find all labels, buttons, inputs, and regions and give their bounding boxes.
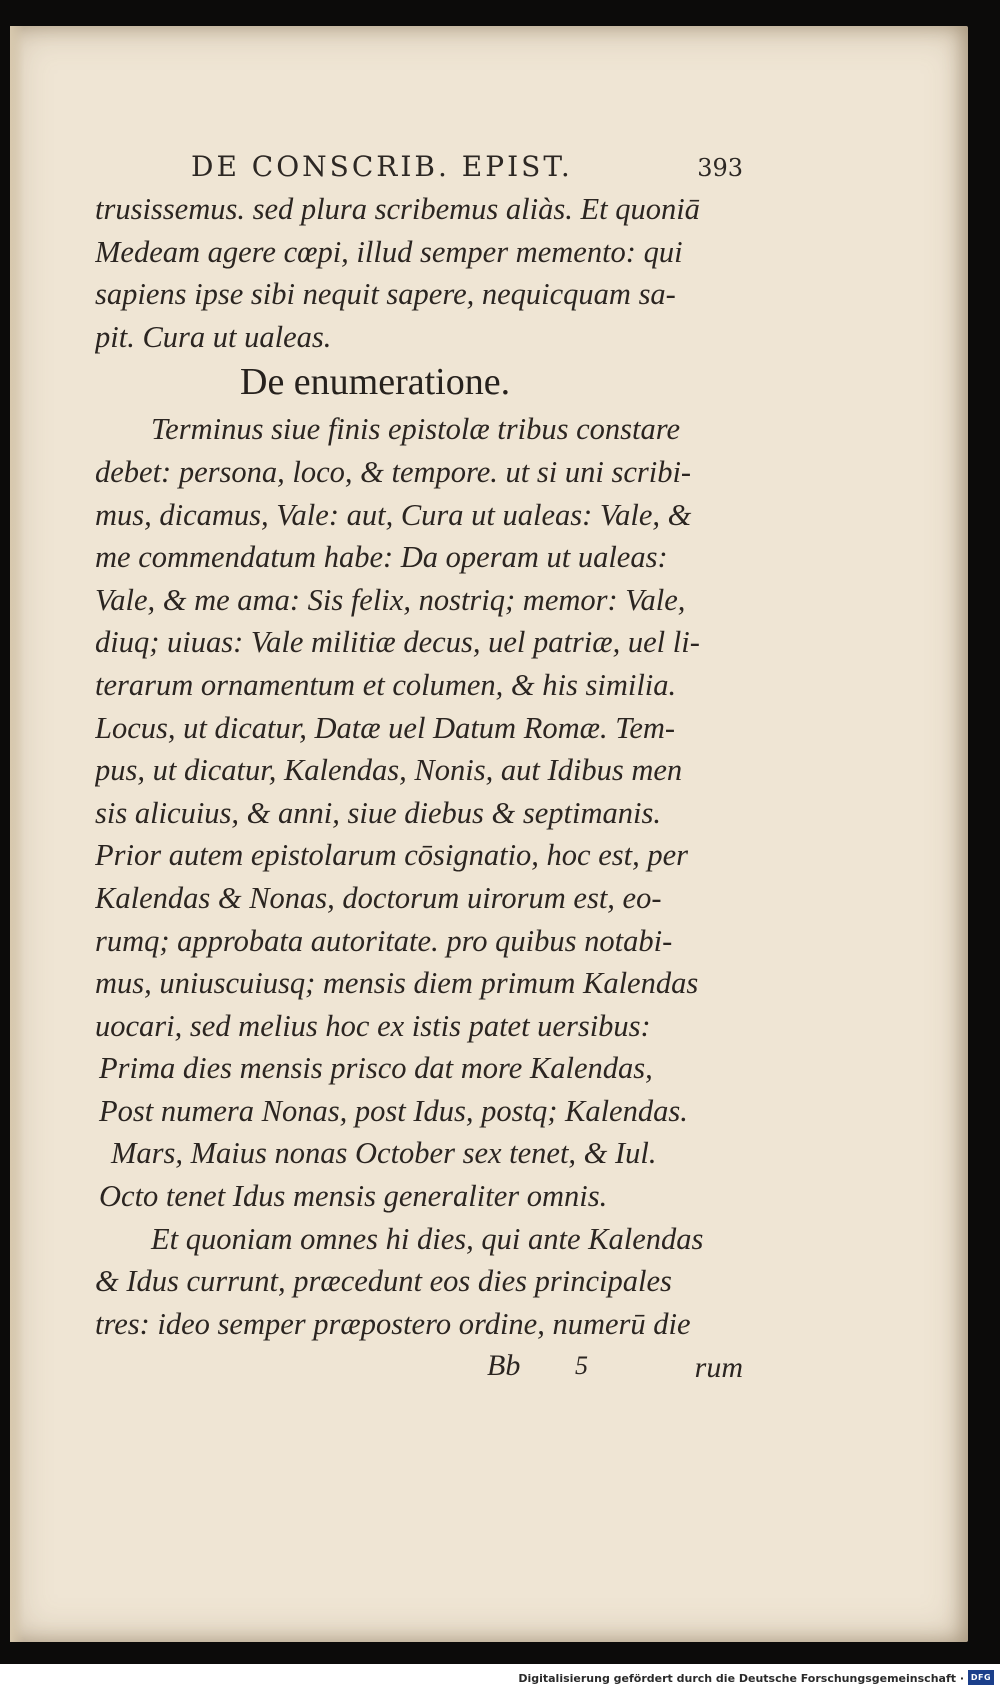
text-line: tres: ideo semper præpostero ordine, numerū die: [95, 1306, 691, 1341]
text-line: pit. Cura ut ualeas.: [95, 319, 332, 354]
footer-credit: Digitalisierung gefördert durch die Deutsche Forschungsgemeinschaft ·: [518, 1672, 964, 1685]
digitization-footer: [0, 1664, 1000, 1694]
signature-mark: Bb: [487, 1349, 521, 1383]
text-line: sis alicuius, & anni, siue diebus & septimanis.: [95, 795, 661, 830]
text-line: pus, ut dicatur, Kalendas, Nonis, aut Idibus men: [95, 753, 683, 788]
text-line: Medeam agere cœpi, illud semper memento: qui: [95, 234, 683, 269]
running-head: [95, 144, 743, 188]
catchword: rum: [694, 1351, 743, 1385]
running-title: DE CONSCRIB. EPIST.: [191, 150, 573, 183]
text-line: mus, dicamus, Vale: aut, Cura ut ualeas: Vale, &: [95, 497, 692, 532]
text-line: & Idus currunt, præcedunt eos dies principales: [95, 1264, 672, 1299]
text-line: me commendatum habe: Da operam ut ualeas:: [95, 540, 668, 575]
text-line: Terminus siue finis epistolæ tribus constare: [151, 412, 680, 447]
signature-line: [95, 1345, 743, 1391]
text-line: Locus, ut dicatur, Datæ uel Datum Romæ. Tem-: [95, 710, 676, 745]
dfg-logo-icon: DFG: [968, 1670, 994, 1685]
text-line: Vale, & me ama: Sis felix, nostriq; memor: Vale,: [95, 582, 686, 617]
text-line: trusissemus. sed plura scribemus aliàs. Et quoniā: [95, 192, 700, 226]
signature-number: 5: [575, 1351, 588, 1381]
text-line: Et quoniam omnes hi dies, qui ante Kalendas: [151, 1221, 704, 1256]
verse-line: Octo tenet Idus mensis generaliter omnis.: [99, 1179, 608, 1214]
book-page: [10, 26, 968, 1642]
text-line: debet: persona, loco, & tempore. ut si uni scribi-: [95, 454, 692, 489]
text-line: diuq; uiuas: Vale militiæ decus, uel patriæ, uel li-: [95, 625, 700, 660]
text-line: mus, uniuscuiusq; mensis diem primum Kalendas: [95, 966, 699, 1001]
text-line: Prior autem epistolarum cōsignatio, hoc est, per: [95, 838, 689, 873]
verse-line: Post numera Nonas, post Idus, postq; Kalendas.: [99, 1093, 688, 1128]
text-line: terarum ornamentum et columen, & his similia.: [95, 667, 677, 702]
text-line: rumq; approbata autoritate. pro quibus notabi-: [95, 923, 673, 958]
verse-line: Prima dies mensis prisco dat more Kalendas,: [99, 1051, 653, 1086]
text-line: Kalendas & Nonas, doctorum uirorum est, eo-: [95, 880, 662, 915]
text-block: [95, 144, 743, 1391]
text-line: sapiens ipse sibi nequit sapere, nequicquam sa-: [95, 277, 676, 312]
page-gutter-shadow: [10, 26, 24, 1642]
section-heading: De enumeratione.: [240, 361, 511, 404]
verse-line: Mars, Maius nonas October sex tenet, & Iul.: [111, 1136, 657, 1171]
page-number: 393: [697, 154, 743, 182]
text-line: uocari, sed melius hoc ex istis patet uersibus:: [95, 1008, 651, 1043]
